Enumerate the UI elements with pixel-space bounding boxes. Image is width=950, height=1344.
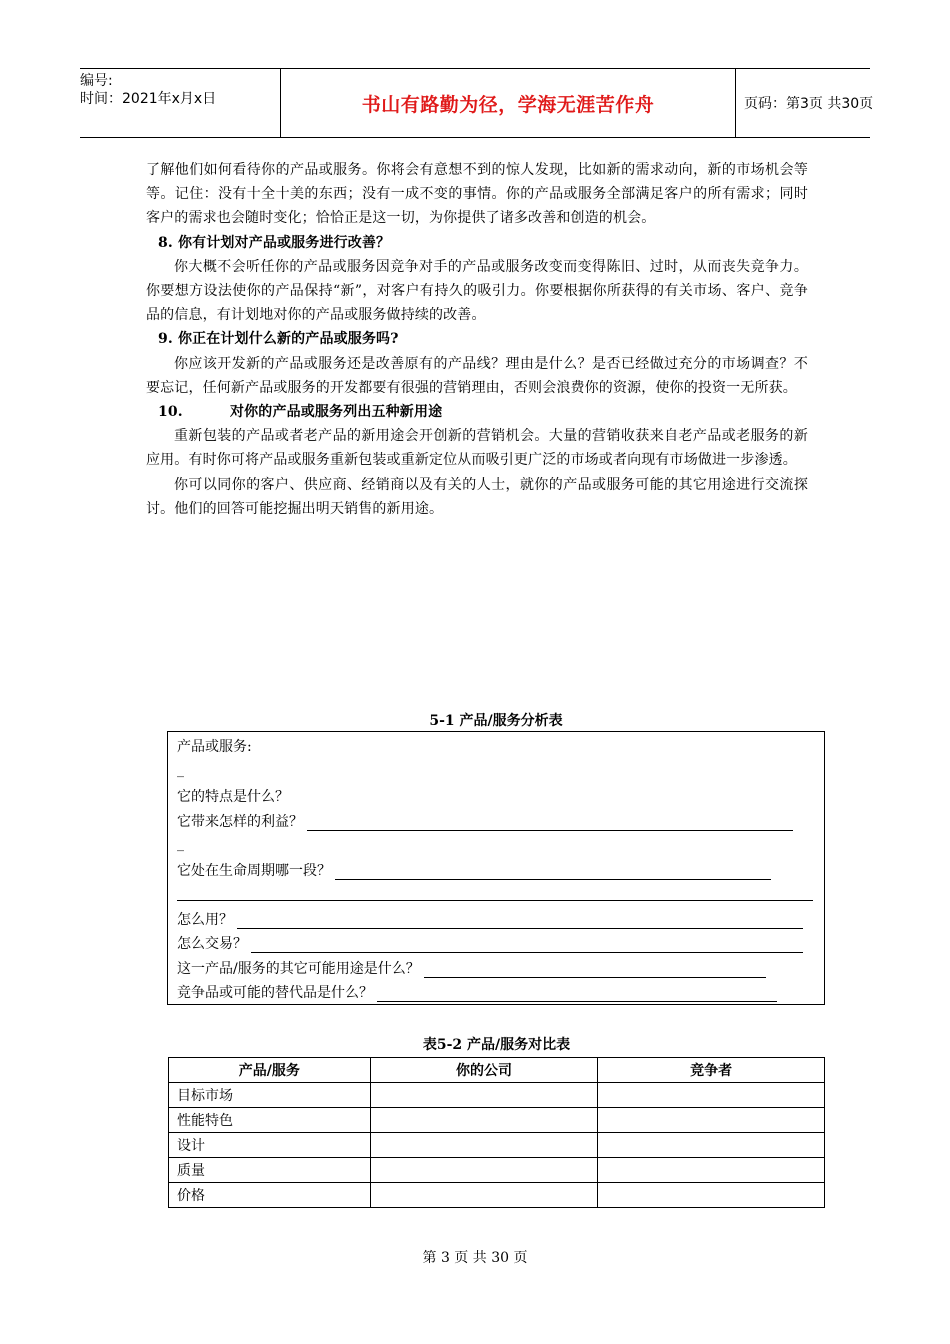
page-footer: 第 3 页 共 30 页: [422, 1250, 528, 1266]
form-fill-usage[interactable]: [237, 927, 803, 929]
heading-10-text: 对你的产品或服务列出五种新用途: [230, 404, 443, 421]
product-analysis-form: [167, 731, 825, 1005]
table-52-caption: 表5-2 产品/服务对比表: [422, 1037, 571, 1053]
page-number-label: 页码：第3页 共30页: [744, 96, 874, 112]
column-header-competitor: 竞争者: [598, 1058, 825, 1083]
form-fill-other-uses[interactable]: [424, 976, 766, 978]
form-blank-line[interactable]: [177, 900, 813, 901]
form-dash-1: _: [177, 762, 184, 778]
row-label: 目标市场: [169, 1083, 371, 1108]
cell-competitor[interactable]: [598, 1108, 825, 1133]
cell-company[interactable]: [370, 1108, 598, 1133]
heading-9: [146, 327, 808, 351]
form-label-features: 它的特点是什么？: [177, 789, 289, 805]
cell-competitor[interactable]: [598, 1158, 825, 1183]
form-fill-trade[interactable]: [251, 951, 803, 953]
cell-competitor[interactable]: [598, 1183, 825, 1208]
time-label: 时间：2021年x月x日: [80, 91, 217, 107]
heading-8-number: 8.: [158, 234, 173, 251]
cell-company[interactable]: [370, 1158, 598, 1183]
form-label-lifecycle: 它处在生命周期哪一段？: [177, 863, 331, 879]
motto-text: 书山有路勤为径，学海无涯苦作舟: [361, 93, 655, 116]
form-label-benefits: 它带来怎样的利益？: [177, 814, 303, 830]
header-left: [80, 69, 280, 137]
heading-10-number: 10.: [158, 404, 183, 421]
form-fill-substitutes[interactable]: [377, 1000, 777, 1002]
heading-9-number: 9.: [158, 331, 173, 348]
header-page-cell: [736, 69, 874, 137]
form-dash-2: _: [177, 836, 184, 852]
cell-company[interactable]: [370, 1083, 598, 1108]
doc-number-label: 编号:: [80, 73, 113, 89]
form-row-usage: [177, 909, 803, 929]
column-header-company: 你的公司: [370, 1058, 598, 1083]
body-content: [146, 158, 808, 521]
form-label-substitutes: 竞争品或可能的替代品是什么？: [177, 985, 373, 1001]
form-fill-benefits[interactable]: [307, 829, 793, 831]
comparison-table: [168, 1057, 825, 1208]
form-label-usage: 怎么用？: [177, 912, 233, 928]
form-fill-lifecycle[interactable]: [335, 878, 771, 880]
form-row-features: [177, 786, 289, 806]
row-label: 价格: [169, 1183, 371, 1208]
form-label-trade: 怎么交易？: [177, 936, 247, 952]
paragraph-3: 你应该开发新的产品或服务还是改善原有的产品线？理由是什么？是否已经做过充分的市场调查？不要忘记，任何新产品或服务的开发都要有很强的营销理由，否则会浪费你的资源，使你的投资一无所获。: [146, 355, 808, 396]
column-header-product: 产品/服务: [169, 1058, 371, 1083]
table-row: [169, 1133, 825, 1158]
form-row-dash-1: [177, 762, 184, 778]
table-row: [169, 1083, 825, 1108]
cell-company[interactable]: [370, 1183, 598, 1208]
heading-8-text: 你有计划对产品或服务进行改善？: [177, 234, 391, 251]
page-header: [80, 68, 874, 138]
table-row: [169, 1108, 825, 1133]
form-row-lifecycle: [177, 860, 771, 880]
row-label: 设计: [169, 1133, 371, 1158]
header-motto-cell: [280, 69, 736, 137]
form-row-other-uses: [177, 958, 766, 978]
form-row-substitutes: [177, 982, 777, 1002]
table-header-row: [169, 1058, 825, 1083]
cell-company[interactable]: [370, 1133, 598, 1158]
form-row-product: [177, 736, 252, 756]
form-row-trade: [177, 933, 803, 953]
table-row: [169, 1158, 825, 1183]
form-label-product: 产品或服务:: [177, 739, 252, 755]
form-row-dash-2: [177, 836, 184, 852]
heading-8: [146, 231, 808, 255]
cell-competitor[interactable]: [598, 1133, 825, 1158]
row-label: 质量: [169, 1158, 371, 1183]
form-row-benefits: [177, 811, 793, 831]
table-51-caption: 5-1 产品/服务分析表: [429, 713, 563, 729]
paragraph-4: 重新包装的产品或者老产品的新用途会开创新的营销机会。大量的营销收获来自老产品或老服务的新应用。有时你可将产品或服务重新包装或重新定位从而吸引更广泛的市场或者向现有市场做进一步渗透。: [146, 428, 808, 469]
heading-10: [146, 400, 808, 424]
paragraph-2: 你大概不会听任你的产品或服务因竞争对手的产品或服务改变而变得陈旧、过时，从而丧失竞争力。你要想方设法使你的产品保持“新”，对客户有持久的吸引力。你要根据你所获得的有关市场、客户、竞争品的信息，有计划地对你的产品或服务做持续的改善。: [146, 258, 808, 324]
paragraph-1: 了解他们如何看待你的产品或服务。你将会有意想不到的惊人发现，比如新的需求动向，新的市场机会等等。记住：没有十全十美的东西；没有一成不变的事情。你的产品或服务全部满足客户的所有需求；同时客户的需求也会随时变化；恰恰正是这一切，为你提供了诸多改善和创造的机会。: [146, 162, 808, 227]
form-label-other-uses: 这一产品/服务的其它可能用途是什么？: [177, 961, 420, 977]
table-row: [169, 1183, 825, 1208]
heading-9-text: 你正在计划什么新的产品或服务吗?: [177, 331, 399, 348]
cell-competitor[interactable]: [598, 1083, 825, 1108]
row-label: 性能特色: [169, 1108, 371, 1133]
paragraph-5: 你可以同你的客户、供应商、经销商以及有关的人士，就你的产品或服务可能的其它用途进行交流探讨。他们的回答可能挖掘出明天销售的新用途。: [146, 476, 808, 517]
